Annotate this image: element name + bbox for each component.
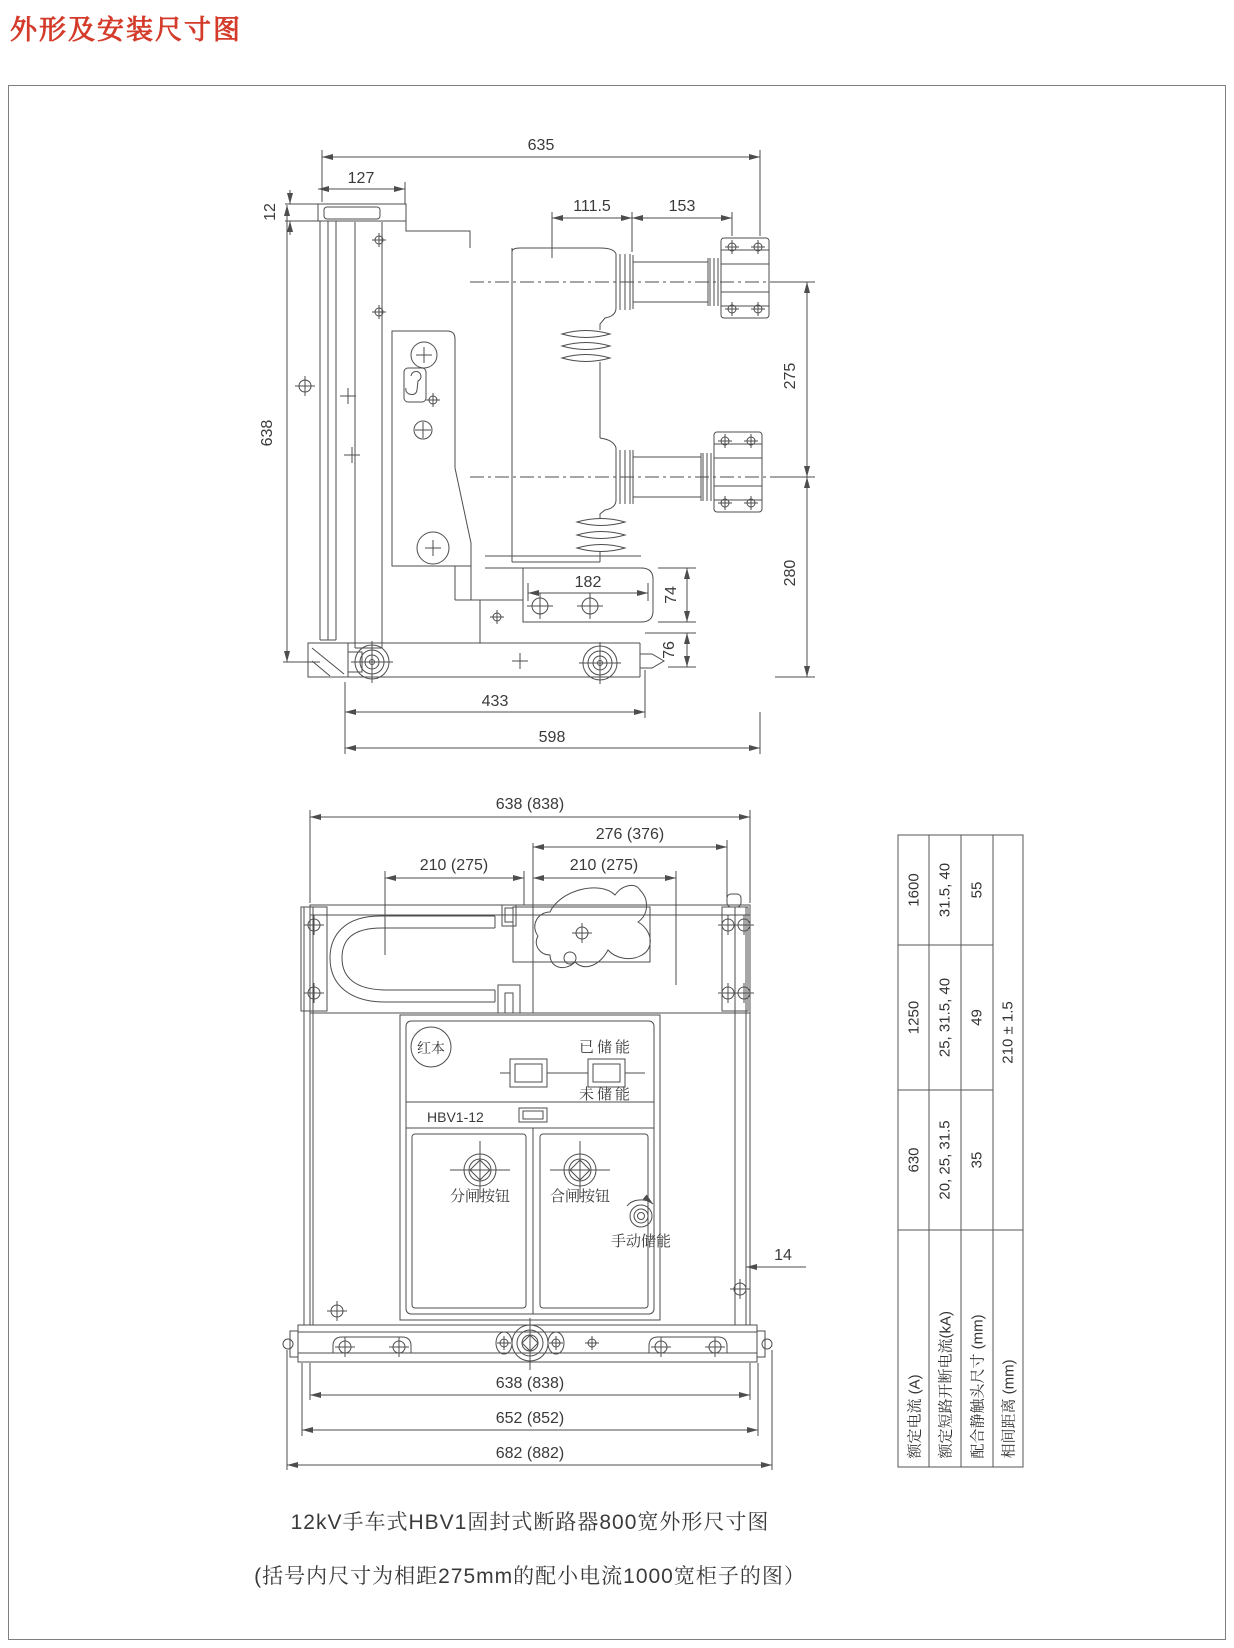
dim-275: 275 — [782, 362, 799, 390]
side-view-dimensions — [283, 150, 815, 754]
charged-label: 已储能 — [578, 1039, 634, 1056]
dim-638-838-bottom: 638 (838) — [495, 1375, 565, 1392]
dim-12: 12 — [262, 203, 279, 221]
dim-74: 74 — [663, 586, 680, 604]
close-button-label: 合闸按钮 — [549, 1188, 611, 1205]
open-button-label: 分闸按钮 — [449, 1188, 511, 1205]
hook-glyph — [406, 371, 421, 394]
dim-598: 598 — [538, 729, 566, 746]
dim-182: 182 — [574, 574, 602, 591]
dim-76: 76 — [661, 641, 678, 659]
caption-line1: 12kV手车式HBV1固封式断路器800宽外形尺寸图 — [290, 1511, 770, 1534]
side-pole-body — [512, 248, 625, 562]
cell: 20, 25, 31.5 — [929, 1090, 961, 1230]
row-label: 配合静触头尺寸 (mm) — [961, 1230, 993, 1467]
dim-433: 433 — [481, 693, 509, 710]
cell: 25, 31.5, 40 — [929, 945, 961, 1090]
table-row — [961, 835, 993, 1467]
row-label: 相间距离 (mm) — [993, 1230, 1023, 1467]
cell: 35 — [961, 1090, 993, 1230]
cell: 31.5, 40 — [929, 835, 961, 945]
cell: 1600 — [898, 835, 929, 945]
front-view-dimensions — [287, 810, 806, 1470]
row-label: 额定短路开断电流(kA) — [929, 1230, 961, 1467]
side-upper-bushing — [470, 238, 800, 318]
side-frame-plates — [295, 221, 386, 648]
side-top-flange — [318, 204, 470, 248]
dim-210-275-right: 210 (275) — [569, 857, 639, 874]
table-row — [993, 835, 1023, 1467]
model-window — [519, 1108, 547, 1122]
cell: 49 — [961, 945, 993, 1090]
side-lower-bracket — [455, 556, 653, 643]
manual-charge-label: 手动储能 — [610, 1233, 672, 1250]
page-title: 外形及安装尺寸图 — [10, 15, 242, 45]
uncharged-label: 未储能 — [578, 1086, 634, 1103]
cell: 210 ± 1.5 — [993, 835, 1023, 1230]
brand-logo-text: 红本 — [417, 1040, 445, 1056]
front-panel — [400, 1015, 660, 1320]
dim-111-5: 111.5 — [573, 198, 611, 215]
dim-153: 153 — [668, 198, 696, 215]
charged-indicator-window — [510, 1059, 547, 1087]
hook-icon — [404, 368, 426, 402]
side-lower-bushing — [470, 432, 800, 512]
dim-638: 638 — [259, 419, 276, 447]
side-chassis — [308, 641, 664, 684]
side-gusset-plate — [392, 331, 471, 566]
cell: 55 — [961, 835, 993, 945]
front-loop-handle — [330, 916, 520, 1013]
cell: 1250 — [898, 945, 929, 1090]
front-chassis — [283, 1318, 772, 1370]
table-row — [898, 835, 929, 1467]
dim-276-376: 276 (376) — [595, 826, 665, 843]
front-view-drawing — [283, 796, 806, 1470]
model-label: HBV1-12 — [427, 1109, 484, 1125]
row-label: 额定电流 (A) — [898, 1230, 929, 1467]
dim-638-838-top: 638 (838) — [495, 796, 565, 813]
spec-table — [898, 835, 1024, 1468]
caption-line2: (括号内尺寸为相距275mm的配小电流1000宽柜子的图） — [254, 1565, 806, 1588]
table-row — [929, 835, 961, 1467]
dim-14: 14 — [774, 1247, 792, 1264]
dim-210-275-left: 210 (275) — [419, 857, 489, 874]
dim-682-882: 682 (882) — [495, 1445, 565, 1462]
dim-280: 280 — [782, 559, 799, 587]
side-view-drawing — [259, 137, 815, 754]
dim-635: 635 — [527, 137, 555, 154]
dim-127: 127 — [347, 170, 375, 187]
dim-652-852: 652 (852) — [495, 1410, 565, 1427]
uncharged-indicator-window — [588, 1059, 625, 1087]
cell: 630 — [898, 1090, 929, 1230]
spec-table-wrapper — [898, 836, 1023, 1468]
manual-charge-knob — [627, 1200, 653, 1227]
